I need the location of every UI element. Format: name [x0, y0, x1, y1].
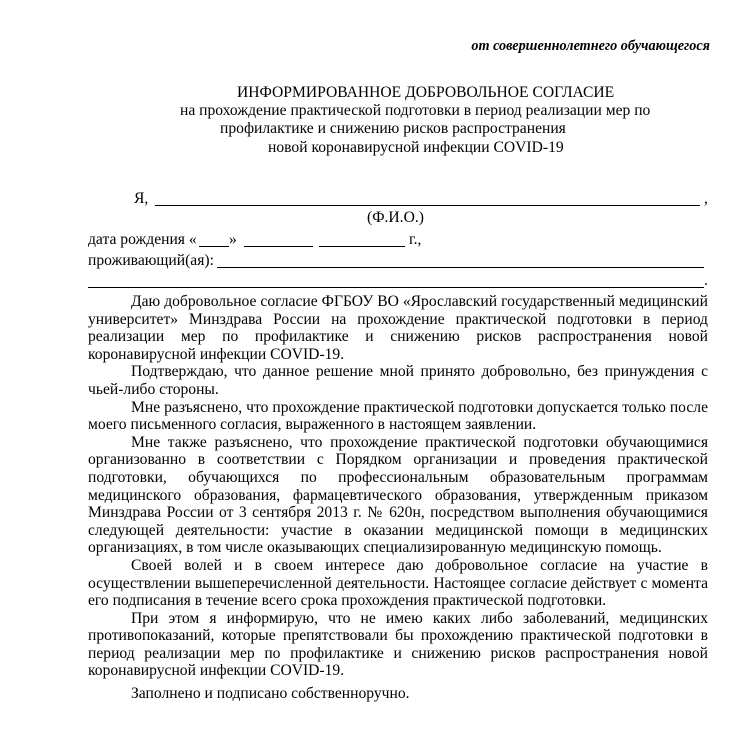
- name-label: Я,: [134, 190, 149, 207]
- document-audience-note: от совершеннолетнего обучающегося: [471, 38, 710, 54]
- dob-close-quote: »: [229, 231, 237, 248]
- paragraph-no-contraindications: При этом я информирую, что не имею каких либо заболеваний, медицинских противопоказаний, которые препятствовали бы прохождению практической подготовки в период реализации мер по профилактике и снижению рисков распространения новой коронавирусной инфекции COVID-19.: [88, 609, 708, 680]
- title-line-4: новой коронавирусной инфекции COVID-19: [268, 138, 564, 156]
- dob-month-field[interactable]: [244, 246, 313, 247]
- name-field-line[interactable]: [155, 205, 700, 206]
- dob-year-field[interactable]: [319, 246, 405, 247]
- consent-body: [88, 293, 708, 703]
- paragraph-voluntary: Подтверждаю, что данное решение мной принято добровольно, без принуждения с чьей-либо стороны.: [88, 363, 708, 398]
- residence-field-line-2[interactable]: [88, 287, 704, 288]
- paragraph-free-will: Своей волей и в своем интересе даю добровольное согласие на участие в осуществлении вышеперечисленной деятельности. Настоящее согласие действует с момента его подписания в течение всего срока прохождения практической подготовки.: [88, 556, 708, 610]
- paragraph-consent: Даю добровольное согласие ФГБОУ ВО «Ярославский государственный медицинский университет» Минздрава России на прохождение практической подготовки в период реализации мер по профилактике и снижению рисков распространения новой коронавирусной инфекции COVID-19.: [88, 293, 708, 363]
- paragraph-organization: Мне также разъяснено, что прохождение практической подготовки обучающимися организованно в соответствии с Порядком организации и проведения практической подготовки, обучающихся по профессиональным образовательным программам медицинского образования, фармацевтического образования, утвержденным приказом Минздрава России от 3 сентября 2013 г. № 620н, посредством выполнения обучающимися следующей деятельности: участие в оказании медицинской помощи в медицинских организациях, в том числе оказывающих специализированную медицинскую помощь.: [88, 433, 708, 557]
- name-comma: ,: [704, 190, 708, 207]
- dob-day-field[interactable]: [199, 246, 229, 247]
- closing-statement: Заполнено и подписано собственноручно.: [131, 685, 410, 703]
- title-line-1: ИНФОРМИРОВАННОЕ ДОБРОВОЛЬНОЕ СОГЛАСИЕ: [237, 84, 615, 101]
- residence-end-dot: .: [704, 272, 708, 289]
- title-line-2: на прохождение практической подготовки в период реализации мер по: [180, 102, 651, 120]
- fio-caption: (Ф.И.О.): [367, 209, 424, 226]
- paragraph-written-consent: Мне разъяснено, что прохождение практической подготовки допускается только после моего письменного согласия, выраженного в настоящем заявлении.: [88, 398, 708, 434]
- title-line-3: профилактике и снижению рисков распространения: [220, 120, 566, 138]
- dob-label: дата рождения «: [88, 231, 197, 248]
- document-title: [0, 84, 750, 157]
- year-suffix: г.,: [409, 231, 422, 248]
- residence-field-line-1[interactable]: [217, 267, 704, 268]
- residence-label: проживающий(ая):: [88, 252, 214, 269]
